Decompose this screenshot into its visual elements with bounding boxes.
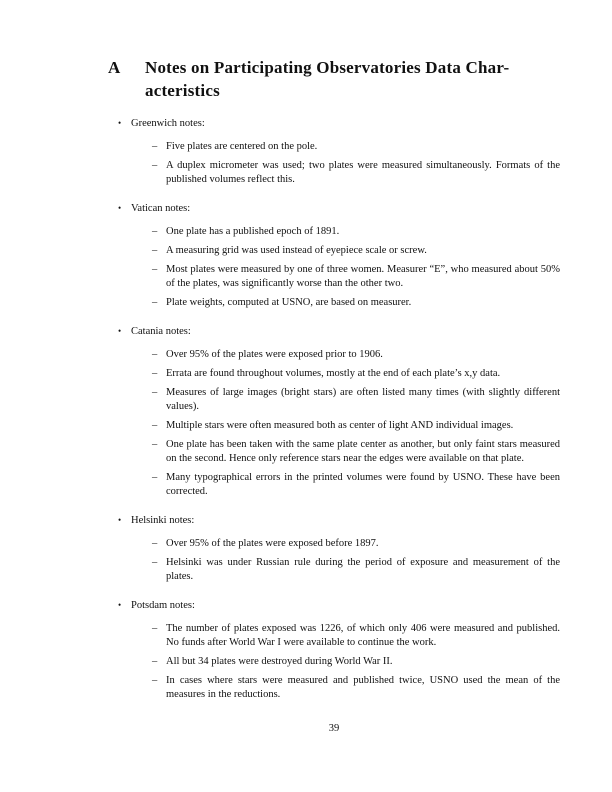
dash-icon: –	[152, 538, 158, 549]
dash-icon: –	[152, 472, 158, 483]
dash-icon: –	[152, 264, 158, 275]
note-text: One plate has been taken with the same plate center as another, but only faint stars measured on the second. Hence only reference stars near the edges were available on that plate.	[166, 439, 560, 464]
list-item	[108, 348, 560, 362]
list-item	[108, 438, 560, 466]
observatory-label: Vatican notes:	[131, 203, 191, 214]
list-item	[108, 537, 560, 551]
section-catania	[108, 324, 560, 499]
note-text: All but 34 plates were destroyed during World War II.	[166, 656, 393, 667]
dash-icon: –	[152, 226, 158, 237]
dash-icon: –	[152, 160, 158, 171]
list-item	[108, 225, 560, 239]
list-item	[108, 367, 560, 381]
list-item	[108, 655, 560, 669]
note-text: Measures of large images (bright stars) are often listed many times (with slightly different values).	[166, 387, 560, 412]
dash-icon: –	[152, 368, 158, 379]
note-text: Plate weights, computed at USNO, are based on measurer.	[166, 297, 412, 308]
note-text: In cases where stars were measured and published twice, USNO used the mean of the measures in the reductions.	[166, 675, 560, 700]
bullet-icon: •	[118, 326, 122, 336]
list-item	[108, 471, 560, 499]
note-text: Helsinki was under Russian rule during the period of exposure and measurement of the plates.	[166, 557, 560, 582]
note-text: A duplex micrometer was used; two plates were measured simultaneously. Formats of the published volumes reflect this.	[166, 160, 560, 185]
list-item	[108, 513, 560, 528]
dash-icon: –	[152, 656, 158, 667]
bullet-icon: •	[118, 118, 122, 128]
list-item	[108, 263, 560, 291]
dash-icon: –	[152, 141, 158, 152]
dash-icon: –	[152, 349, 158, 360]
list-item	[108, 324, 560, 339]
bullet-icon: •	[118, 600, 122, 610]
list-item	[108, 622, 560, 650]
observatory-label: Potsdam notes:	[131, 600, 195, 611]
dash-icon: –	[152, 439, 158, 450]
dash-icon: –	[152, 675, 158, 686]
list-item	[108, 201, 560, 216]
observatory-label: Greenwich notes:	[131, 118, 205, 129]
section-title-line1: Notes on Participating Observatories Data Char-	[145, 58, 510, 77]
section-greenwich	[108, 116, 560, 187]
observatory-label: Helsinki notes:	[131, 515, 195, 526]
list-item	[108, 116, 560, 131]
note-text: A measuring grid was used instead of eyepiece scale or screw.	[166, 245, 427, 256]
list-item	[108, 598, 560, 613]
text-block	[108, 56, 560, 702]
dash-icon: –	[152, 623, 158, 634]
section-title-line2: acteristics	[145, 81, 220, 100]
list-item	[108, 296, 560, 310]
bullet-icon: •	[118, 515, 122, 525]
section-title	[145, 56, 509, 102]
list-item	[108, 386, 560, 414]
observatory-label: Catania notes:	[131, 326, 191, 337]
note-text: Most plates were measured by one of three women. Measurer “E”, who measured about 50% of the plates, was significantly worse than the other two.	[166, 264, 560, 289]
dash-icon: –	[152, 387, 158, 398]
list-item	[108, 244, 560, 258]
note-text: Many typographical errors in the printed volumes were found by USNO. These have been corrected.	[166, 472, 560, 497]
note-text: Multiple stars were often measured both as center of light AND individual images.	[166, 420, 514, 431]
note-text: Over 95% of the plates were exposed before 1897.	[166, 538, 379, 549]
note-text: Five plates are centered on the pole.	[166, 141, 318, 152]
dash-icon: –	[152, 245, 158, 256]
list-item	[108, 159, 560, 187]
section-number: A	[108, 58, 121, 77]
note-text: Over 95% of the plates were exposed prior to 1906.	[166, 349, 383, 360]
section-heading	[108, 56, 560, 102]
page-number: 39	[328, 723, 340, 734]
section-potsdam	[108, 598, 560, 702]
dash-icon: –	[152, 420, 158, 431]
list-item	[108, 419, 560, 433]
dash-icon: –	[152, 297, 158, 308]
list-item	[108, 556, 560, 584]
section-vatican	[108, 201, 560, 310]
list-item	[108, 674, 560, 702]
bullet-icon: •	[118, 203, 122, 213]
note-text: One plate has a published epoch of 1891.	[166, 226, 340, 237]
note-text: The number of plates exposed was 1226, of which only 406 were measured and published. No funds after World War I were available to continue the work.	[166, 623, 560, 648]
note-text: Errata are found throughout volumes, mostly at the end of each plate’s x,y data.	[166, 368, 501, 379]
dash-icon: –	[152, 557, 158, 568]
list-item	[108, 140, 560, 154]
section-helsinki	[108, 513, 560, 584]
